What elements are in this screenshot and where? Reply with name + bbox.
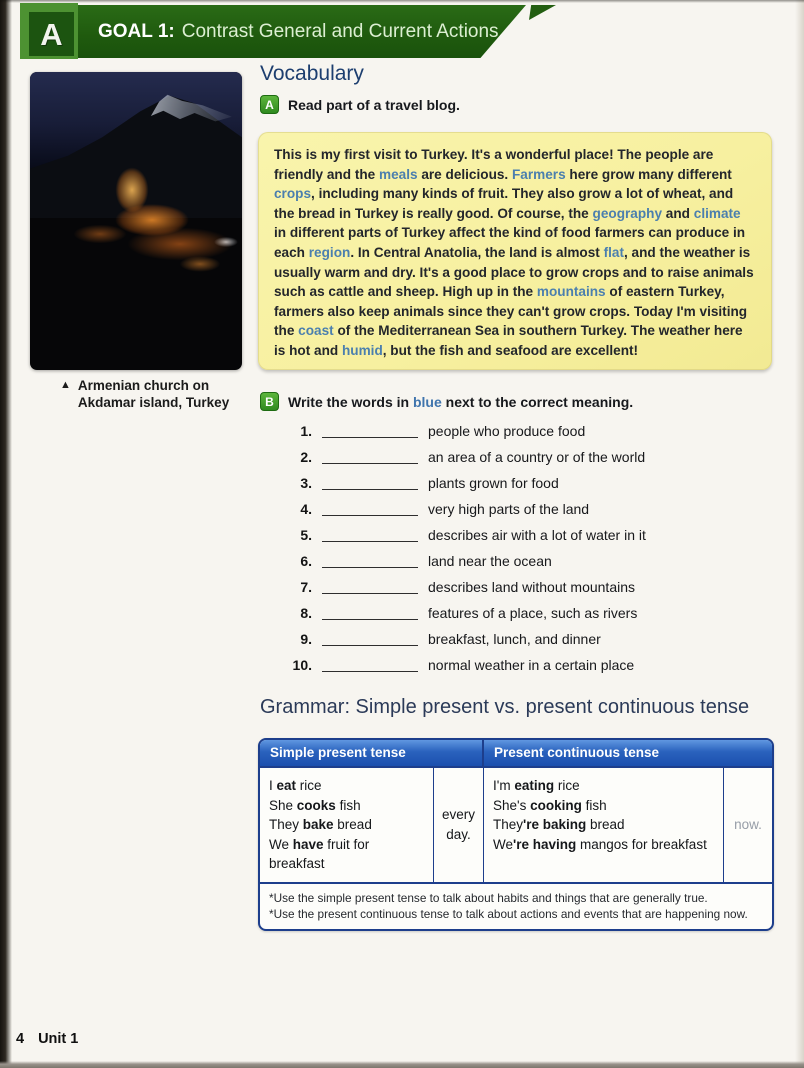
- text-segment: They: [269, 817, 303, 832]
- scan-edge-right: [795, 0, 804, 1068]
- blue-word: Farmers: [512, 166, 566, 182]
- travel-blog-box: [258, 132, 772, 370]
- definition-item-6: [276, 554, 646, 569]
- vocabulary-heading: Vocabulary: [260, 62, 364, 85]
- text-segment: Write the words in: [288, 393, 413, 410]
- item-number: 9.: [300, 631, 312, 647]
- text-segment: here grow many different: [565, 166, 732, 182]
- blue-word: flat: [603, 244, 624, 260]
- definition-text: very high parts of the land: [428, 501, 590, 517]
- page-number: 4: [16, 1031, 25, 1047]
- answer-blank-1[interactable]: [322, 425, 418, 438]
- text-segment: of eastern Turkey, farmers also keep animals since they can't grow crops. Today I'm visiting the: [274, 284, 748, 339]
- blue-word: region: [308, 244, 351, 260]
- exercise-b-row: [260, 392, 633, 411]
- text-segment: are delicious.: [417, 166, 512, 182]
- travel-blog-text: [274, 145, 756, 361]
- definition-item-8: [276, 606, 646, 621]
- example-sentence: [493, 796, 714, 816]
- text-segment: bread: [586, 817, 625, 832]
- bold-word: eating: [514, 778, 555, 793]
- text-segment: rice: [554, 778, 580, 793]
- text-segment: , and the weather is usually warm and dry. It's a good place to grow crops and to raise animals such as cattle and sheep. High up in the: [274, 244, 754, 300]
- example-sentence: [269, 815, 424, 835]
- answer-blank-9[interactable]: [322, 633, 418, 646]
- triangle-marker-icon: ▲: [60, 379, 71, 391]
- text-segment: and: [662, 205, 694, 221]
- example-sentence: [269, 835, 424, 874]
- definition-item-4: [276, 502, 646, 517]
- text-segment: next to the correct meaning.: [441, 393, 634, 410]
- text-segment: fruit for breakfast: [269, 836, 370, 871]
- item-number: 3.: [300, 475, 312, 491]
- table-header-present-continuous: Present continuous tense: [484, 740, 772, 768]
- example-sentence: [493, 835, 714, 855]
- definition-text: land near the ocean: [428, 553, 552, 569]
- item-number: 2.: [300, 449, 312, 465]
- definition-text: describes air with a lot of water in it: [428, 527, 646, 543]
- definition-text: describes land without mountains: [428, 579, 636, 595]
- text-segment: She: [269, 797, 297, 813]
- bold-word: cooks: [296, 797, 336, 813]
- bold-word: 're having: [513, 836, 577, 852]
- definition-item-2: [276, 450, 646, 465]
- item-number: 6.: [300, 553, 312, 569]
- item-number: 4.: [300, 501, 312, 517]
- item-number: 8.: [300, 605, 312, 621]
- blue-word: blue: [412, 393, 442, 410]
- definition-text: features of a place, such as rivers: [428, 605, 638, 621]
- definition-item-7: [276, 580, 646, 595]
- definition-text: an area of a country or of the world: [428, 449, 646, 465]
- photo-caption: [60, 377, 260, 411]
- text-segment: , but the fish and seafood are excellent!: [382, 342, 639, 358]
- text-segment: , including many kinds of fruit. They also grow a lot of wheat, and the bread in Turkey is really good. Of course, the: [274, 186, 734, 221]
- answer-blank-2[interactable]: [322, 451, 418, 464]
- bold-word: bake: [302, 817, 334, 832]
- blue-word: humid: [341, 342, 383, 358]
- goal-tab-inner: [29, 12, 74, 56]
- exercise-b-instruction: [288, 394, 633, 410]
- cell-time: now.: [724, 768, 772, 882]
- answer-blank-4[interactable]: [322, 503, 418, 516]
- blue-word: climate: [693, 205, 741, 221]
- text-segment: mangos for breakfast: [576, 836, 707, 852]
- text-segment: I: [269, 778, 277, 793]
- blue-word: meals: [379, 166, 418, 182]
- table-usage-notes: [260, 882, 772, 929]
- note-present-continuous: *Use the present continuous tense to talk about actions and events that are happening now.: [269, 906, 748, 921]
- example-sentence: [269, 796, 424, 816]
- text-segment: We: [493, 836, 514, 852]
- bold-word: eat: [276, 778, 297, 793]
- item-number: 10.: [292, 657, 312, 673]
- example-sentence: [493, 815, 714, 835]
- photo-caption-text: Armenian church on Akdamar island, Turkey: [77, 378, 230, 410]
- text-segment: I'm: [493, 778, 515, 793]
- text-segment: She's: [493, 797, 531, 813]
- text-segment: They: [493, 817, 524, 832]
- blue-word: crops: [274, 186, 312, 202]
- answer-blank-8[interactable]: [322, 607, 418, 620]
- exercise-b-badge: B: [260, 392, 279, 411]
- text-segment: fish: [335, 797, 361, 813]
- scan-edge-left: [0, 0, 12, 1068]
- text-segment: in different parts of Turkey affect the kind of food farmers can produce in each: [274, 225, 746, 260]
- blue-word: geography: [592, 205, 663, 221]
- bold-word: cooking: [530, 797, 582, 813]
- scan-edge-bottom: [0, 1061, 804, 1068]
- bold-word: have: [292, 836, 324, 852]
- definition-text: plants grown for food: [428, 475, 559, 491]
- goal-banner-text: [98, 5, 499, 58]
- answer-blank-6[interactable]: [322, 555, 418, 568]
- grammar-heading: Grammar: Simple present vs. present continuous tense: [260, 696, 750, 718]
- text-segment: We: [269, 836, 293, 852]
- photo-armenian-church: [30, 72, 242, 370]
- page-footer: [16, 1031, 78, 1047]
- text-segment: . In Central Anatolia, the land is almost: [350, 244, 604, 260]
- definition-list: [276, 424, 646, 673]
- definition-item-9: [276, 632, 646, 647]
- goal-banner-sliver: [529, 5, 556, 20]
- cell-frequency: every day.: [434, 768, 484, 882]
- definition-item-1: [276, 424, 646, 439]
- text-segment: fish: [581, 797, 607, 813]
- text-segment: This is my first visit to Turkey. It's a wonderful place! The people are friendly and the: [274, 147, 714, 182]
- definition-item-3: [276, 476, 646, 491]
- item-number: 7.: [300, 579, 312, 595]
- definition-item-10: [276, 658, 646, 673]
- grammar-table: [258, 738, 774, 931]
- goal-tab-letter: A: [40, 16, 63, 52]
- scan-edge-top: [0, 0, 804, 3]
- table-header-simple-present: Simple present tense: [260, 740, 484, 768]
- exercise-a-instruction: Read part of a travel blog.: [288, 96, 460, 113]
- text-segment: rice: [296, 778, 322, 793]
- definition-text: breakfast, lunch, and dinner: [428, 631, 601, 647]
- note-simple-present: *Use the simple present tense to talk about habits and things that are generally true.: [269, 890, 708, 905]
- answer-blank-7[interactable]: [322, 581, 418, 594]
- blue-word: coast: [298, 323, 334, 339]
- exercise-a-badge: A: [260, 95, 279, 114]
- goal-title: Contrast General and Current Actions: [181, 20, 499, 42]
- cell-simple-present-examples: [260, 768, 434, 882]
- definition-item-5: [276, 528, 646, 543]
- answer-blank-3[interactable]: [322, 477, 418, 490]
- answer-blank-10[interactable]: [322, 659, 418, 672]
- unit-label: Unit 1: [38, 1031, 79, 1047]
- cell-present-continuous-examples: [484, 768, 724, 882]
- bold-word: 're baking: [523, 817, 587, 832]
- exercise-a-row: [260, 95, 460, 114]
- text-segment: of the Mediterranean Sea in southern Turkey. The weather here is hot and: [274, 323, 743, 358]
- goal-tab: [20, 3, 78, 59]
- item-number: 1.: [300, 423, 312, 439]
- goal-label: GOAL 1:: [98, 20, 175, 42]
- photo-village-lights: [30, 72, 242, 370]
- example-sentence: [493, 776, 714, 796]
- answer-blank-5[interactable]: [322, 529, 418, 542]
- item-number: 5.: [300, 527, 312, 543]
- definition-text: normal weather in a certain place: [428, 657, 635, 673]
- text-segment: bread: [333, 817, 372, 832]
- example-sentence: [269, 776, 424, 796]
- definition-text: people who produce food: [428, 423, 586, 439]
- blue-word: mountains: [536, 284, 606, 300]
